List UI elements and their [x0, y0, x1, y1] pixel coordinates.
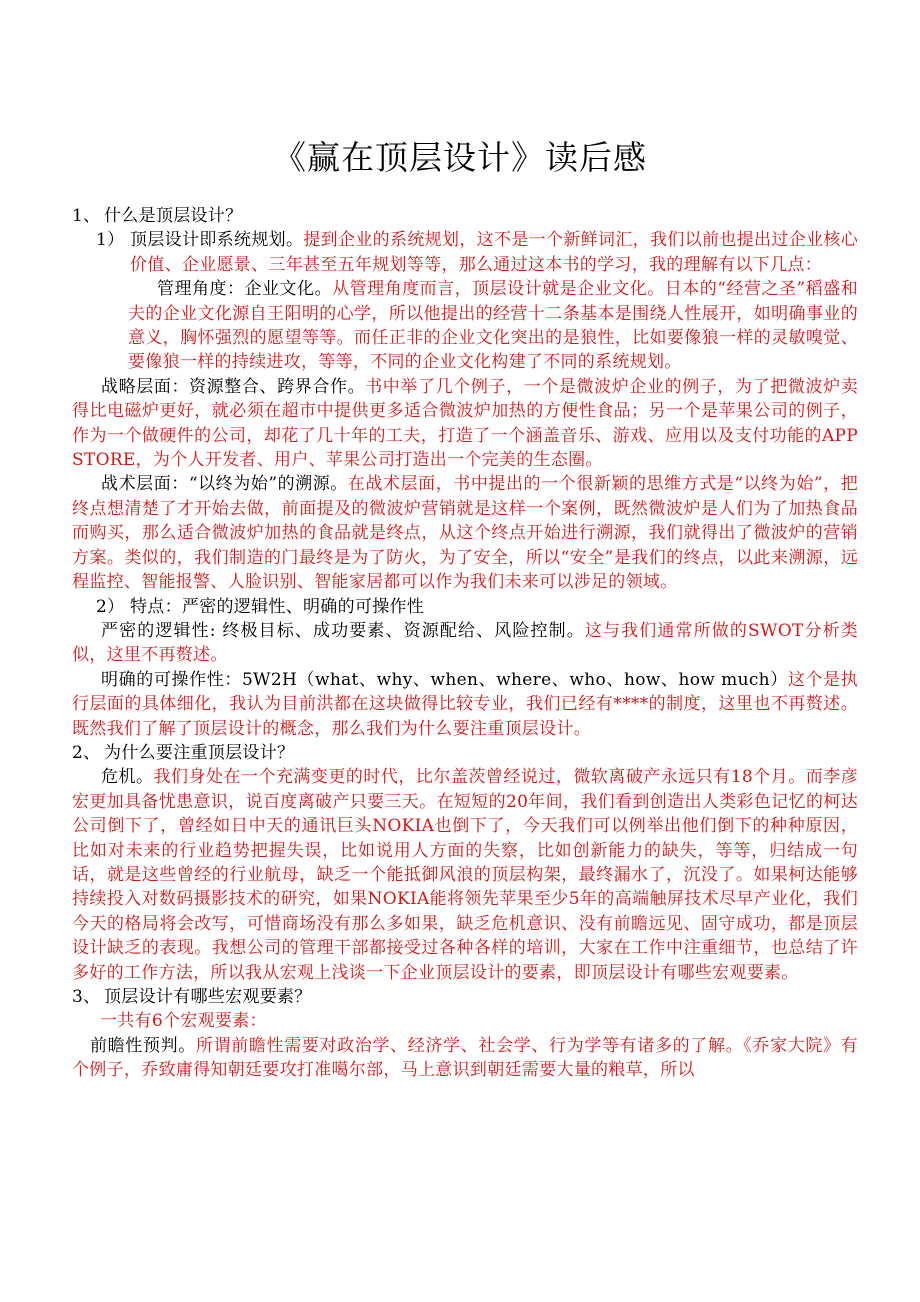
paragraph-strategy	[72, 375, 858, 473]
paragraph-lead: 战略层面：资源整合、跨界合作。	[101, 376, 366, 397]
subsection-1	[96, 228, 858, 277]
paragraph-lead: 明确的可操作性：5W2H（what、why、when、where、who、how、how much）	[101, 669, 788, 690]
subsection-number: 2）	[96, 596, 125, 617]
paragraph-tactics	[72, 472, 858, 594]
document-title: 《赢在顶层设计》读后感	[273, 138, 647, 178]
paragraph-crisis	[72, 765, 858, 985]
subsection-detail: 提到企业的系统规划，这不是一个新鲜词汇，我们以前也提出过企业核心价值、企业愿景、三年甚至五年规划等等，那么通过这本书的学习，我的理解有以下几点：	[130, 230, 858, 275]
paragraph-logic	[72, 619, 858, 668]
paragraph-detail: 这个是执行层面的具体细化，我认为目前洪都在这块做得比较专业，我们已经有****的制度，这里也不再赘述。既然我们了解了顶层设计的概念，那么我们为什么要注重顶层设计。	[72, 669, 858, 739]
paragraph-management	[128, 277, 858, 375]
section-number: 3、	[72, 987, 101, 1007]
paragraph-lead: 严密的逻辑性: 终极目标、成功要素、资源配给、风险控制。	[101, 620, 585, 641]
section-title: 顶层设计有哪些宏观要素？	[104, 987, 312, 1007]
paragraph-detail: 在战术层面，书中提出的一个很新颖的思维方式是“以终为始”，把终点想清楚了才开始去做，前面提及的微波炉营销就是这样一个案例，既然微波炉是人们为了加热食品而购买，那么适合微波炉加热的食品就是终点，从这个终点开始进行溯源，我们就得出了微波炉的营销方案。类似的，我们制造的门最终是为了防火，为了安全，所以“安全”是我们的终点，以此来溯源，远程监控、智能报警、人脸识别、智能家居都可以作为我们未来可以涉足的领域。	[72, 474, 858, 593]
subsection-number: 1）	[96, 230, 125, 251]
paragraph-detail: 从管理角度而言，顶层设计就是企业文化。日本的“经营之圣”稻盛和夫的企业文化源自王阳明的心学，所以他提出的经营十二条基本是围绕人性展开，如明确事业的意义，胸怀强烈的愿望等等。而任正非的企业文化突出的是狼性，比如要像狼一样的灵敏嗅觉、要像狼一样的持续进攻，等等，不同的企业文化构建了不同的系统规划。	[128, 279, 858, 373]
document-body	[72, 204, 858, 1083]
subsection-text	[130, 228, 858, 277]
section-number: 1、	[72, 206, 101, 226]
subsection-lead: 顶层设计即系统规划。	[130, 230, 304, 251]
subsection-text: 特点：严密的逻辑性、明确的可操作性	[130, 596, 425, 617]
paragraph-lead: 前瞻性预判。	[90, 1035, 196, 1056]
section-2-heading	[72, 741, 858, 765]
subsection-2	[96, 595, 858, 619]
paragraph-detail: 书中举了几个例子，一个是微波炉企业的例子，为了把微波炉卖得比电磁炉更好，就必须在超市中提供更多适合微波炉加热的方便性食品；另一个是苹果公司的例子，作为一个做硬件的公司，却花了几十年的工夫，打造了一个涵盖音乐、游戏、应用以及支付功能的APP STORE，为个人开发者、用户、苹果公司打造出一个完美的生态圈。	[72, 376, 859, 471]
paragraph-detail: 这与我们通常所做的SWOT分析类似，这里不再赘述。	[72, 620, 858, 666]
section-number: 2、	[72, 742, 101, 763]
paragraph-operability	[72, 668, 858, 741]
paragraph-lead: 战术层面：“以终为始”的溯源。	[101, 474, 348, 495]
paragraph-foresight	[72, 1034, 858, 1083]
section-1-heading	[72, 204, 858, 228]
section-title: 为什么要注重顶层设计？	[104, 742, 295, 763]
paragraph-detail: 我们身处在一个充满变更的时代，比尔盖茨曾经说过，微软离破产永远只有18个月。而李彦宏更加具备忧患意识，说百度离破产只要三天。在短短的20年间，我们看到创造出人类彩色记忆的柯达公司倒下了，曾经如日中天的通讯巨头NOKIA也倒下了，今天我们可以例举出他们倒下的种种原因，比如对未来的行业趋势把握失误，比如说用人方面的失察，比如创新能力的缺失，等等，归结成一句话，就是这些曾经的行业航母，缺乏一个能抵御风浪的顶层构架，最终漏水了，沉没了。如果柯达能够持续投入对数码摄影技术的研究，如果NOKIA能将领先苹果至少5年的高端触屏技术尽早产业化，我们今天的格局将会改写，可惜商场没有那么多如果，缺乏危机意识、没有前瞻远见、固守成功，都是顶层设计缺乏的表现。我想公司的管理干部都接受过各种各样的培训，大家在工作中注重细节，也总结了许多好的工作方法，所以我从宏观上浅谈一下企业顶层设计的要素，即顶层设计有哪些宏观要素。	[72, 767, 858, 983]
paragraph-intro: 一共有6个宏观要素：	[100, 1011, 267, 1032]
paragraph-detail: 所谓前瞻性需要对政治学、经济学、社会学、行为学等有诸多的了解。《乔家大院》有个例子，乔致庸得知朝廷要攻打准噶尔部，马上意识到朝廷需要大量的粮草，所以	[72, 1035, 858, 1081]
section-title: 什么是顶层设计？	[104, 206, 243, 226]
paragraph-lead: 管理角度：企业文化。	[157, 279, 333, 300]
section-3-heading	[72, 985, 858, 1009]
paragraph-lead: 危机。	[101, 767, 154, 788]
